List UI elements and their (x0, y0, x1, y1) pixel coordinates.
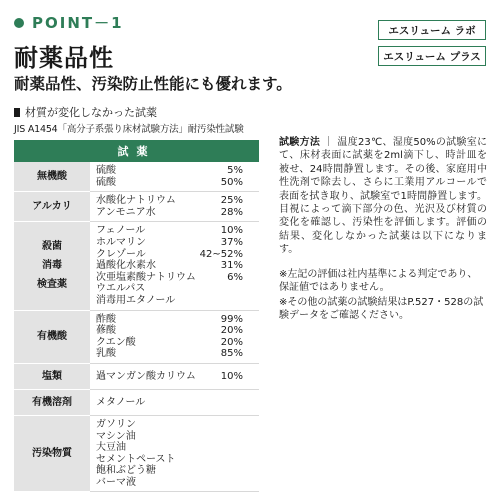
category-cell: 塩類 (14, 363, 90, 389)
reagent-item (96, 419, 259, 431)
reagent-item (96, 165, 259, 177)
reagent-item (96, 260, 259, 272)
reagent-concentration (243, 477, 259, 489)
reagent-name: メタノール (96, 396, 146, 408)
reagent-name: 次亜塩素酸ナトリウム (96, 271, 196, 283)
reagent-name: ウエルパス (96, 283, 146, 295)
reagent-item (96, 225, 259, 237)
reagent-name: マシン油 (96, 430, 136, 442)
reagent-concentration: 37% (220, 236, 243, 248)
reagent-name: 乳酸 (96, 348, 116, 360)
reagent-item (96, 207, 259, 219)
square-bullet-icon (14, 108, 20, 117)
section-label-text: 材質が変化しなかった試薬 (25, 106, 157, 119)
reagent-concentration: 6% (227, 271, 243, 283)
reagent-name: クレゾール (96, 248, 146, 260)
reagent-concentration: 5% (227, 165, 243, 176)
reagent-name: 硫酸 (96, 165, 116, 176)
reagent-item (96, 314, 259, 326)
reagent-name: セメントペースト (96, 453, 176, 465)
note-guarantee: ※左記の評価は社内基準による判定であり、保証値ではありません。 (279, 269, 478, 294)
reagent-concentration (243, 295, 259, 307)
reagent-name: バーマ液 (96, 476, 136, 488)
test-method-separator: ｜ (323, 137, 334, 148)
table-row (14, 222, 259, 310)
reagent-concentration: 20% (220, 325, 243, 337)
reagent-concentration: 99% (220, 313, 243, 325)
reagent-item (96, 397, 259, 409)
table-row (14, 192, 259, 222)
reagent-concentration: 50% (220, 176, 243, 188)
reagent-name: ガソリン (96, 418, 136, 430)
test-method-lead: 試験方法 (279, 137, 321, 148)
badge-esurium-lab: エスリューム ラボ (378, 20, 486, 40)
category-cell: 汚染物質 (14, 415, 90, 492)
items-cell (90, 310, 259, 363)
reagent-concentration: 85% (220, 348, 243, 360)
section-label (14, 104, 157, 120)
page-title: 耐薬品性 (14, 44, 114, 72)
reagent-concentration (243, 431, 259, 443)
reagent-name: 大豆油 (96, 442, 126, 454)
reagent-concentration (243, 454, 259, 466)
point-label (14, 12, 124, 33)
reagent-name: フェノール (96, 225, 146, 237)
note-other-results: ※その他の試薬の試験結果はP.527・528の試験データをご確認ください。 (279, 297, 484, 322)
reagent-name: 水酸化ナトリウム (96, 195, 176, 207)
reagent-name: クエン酸 (96, 336, 136, 348)
category-cell: 有機溶剤 (14, 389, 90, 415)
point-text: POINT－1 (32, 14, 124, 32)
reagent-name: 酢酸 (96, 313, 116, 325)
test-method-description (279, 136, 487, 257)
reagent-item (96, 325, 259, 337)
items-cell (90, 389, 259, 415)
reagent-item (96, 442, 259, 454)
reagent-table-header: 試薬 (14, 140, 259, 162)
reagent-item (96, 249, 259, 261)
reagent-concentration (243, 442, 259, 454)
reagent-concentration: 20% (220, 336, 243, 348)
reagent-item (96, 195, 259, 207)
page-subtitle: 耐薬品性、汚染防止性能にも優れます。 (14, 75, 292, 93)
table-row (14, 363, 259, 389)
reagent-concentration: 28% (220, 206, 243, 218)
table-row (14, 415, 259, 492)
reagent-name: ホルマリン (96, 236, 146, 248)
badge-esurium-plus: エスリューム プラス (378, 46, 486, 66)
reagent-item (96, 272, 259, 284)
reagent-name: 飽和ぶどう糖 (96, 465, 156, 477)
reagent-table (14, 140, 259, 492)
reagent-item (96, 283, 259, 295)
reagent-item (96, 177, 259, 189)
reagent-item (96, 295, 259, 307)
reagent-item (96, 237, 259, 249)
reagent-name: 過酸化水素水 (96, 260, 156, 272)
reagent-concentration (243, 397, 259, 409)
test-standard: JIS A1454「高分子系張り床材試験方法」耐汚染性試験 (14, 124, 244, 135)
reagent-name: 消毒用エタノール (96, 294, 176, 306)
items-cell (90, 363, 259, 389)
reagent-concentration: 10% (220, 225, 243, 237)
items-cell (90, 222, 259, 310)
reagent-item (96, 371, 259, 383)
category-cell: アルカリ (14, 192, 90, 222)
reagent-concentration: 42~52% (199, 248, 243, 260)
reagent-name: 蓚酸 (96, 325, 116, 337)
category-cell: 無機酸 (14, 162, 90, 192)
category-cell: 有機酸 (14, 310, 90, 363)
reagent-concentration: 25% (220, 195, 243, 207)
reagent-item (96, 465, 259, 477)
reagent-item (96, 337, 259, 349)
table-row (14, 389, 259, 415)
reagent-item (96, 477, 259, 489)
reagent-item (96, 431, 259, 443)
reagent-concentration: 10% (220, 370, 243, 382)
reagent-concentration (243, 419, 259, 431)
reagent-name: アンモニア水 (96, 206, 156, 218)
point-dot-icon (14, 18, 24, 28)
table-row (14, 310, 259, 363)
reagent-item (96, 348, 259, 360)
items-cell (90, 192, 259, 222)
items-cell (90, 162, 259, 192)
category-cell: 殺菌 消毒 検査薬 (14, 222, 90, 310)
reagent-concentration (243, 465, 259, 477)
items-cell (90, 415, 259, 492)
reagent-concentration: 31% (220, 260, 243, 272)
test-method-body: 温度23℃、湿度50%の試験室にて、床材表面に試薬を2ml滴下し、時計皿を被せ、24時間静置します。その後、家庭用中性洗剤で除去し、さらに工業用アルコールで表面を拭き取り、試験室で1時間静置します。目視によって滴下部分の色、光沢及び材質の変化を確認し、汚染性を評価します。評価の結果、変化しなかった試薬は以下になります。 (279, 137, 488, 256)
reagent-item (96, 454, 259, 466)
reagent-name: 硫酸 (96, 176, 116, 188)
table-row (14, 162, 259, 192)
reagent-name: 過マンガン酸カリウム (96, 370, 196, 382)
reagent-concentration (243, 283, 259, 295)
